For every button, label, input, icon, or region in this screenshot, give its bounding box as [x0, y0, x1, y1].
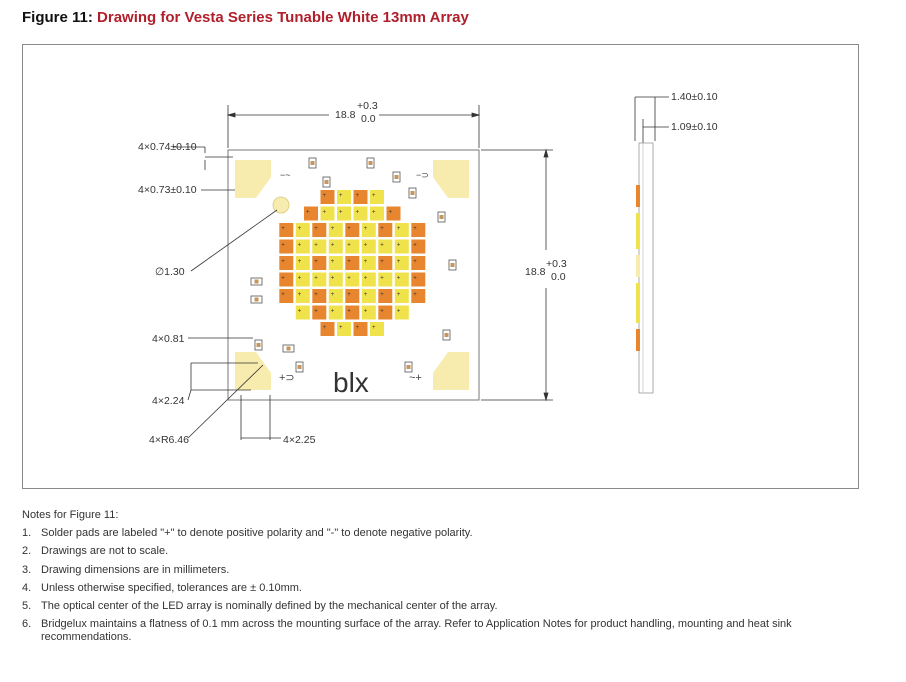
led-polarity-mark: + [413, 275, 417, 282]
width-upper-tol: +0.3 [357, 100, 378, 112]
led-polarity-mark: + [396, 226, 401, 232]
resistor-body [407, 365, 411, 369]
label-pad-a: 4×0.74±0.10 [138, 141, 197, 153]
led-polarity-mark: + [347, 242, 351, 249]
resistor-body [287, 347, 291, 351]
note-item [22, 600, 872, 613]
led-polarity-mark: + [380, 308, 384, 315]
led-polarity-mark: + [413, 292, 417, 298]
resistor-body [411, 191, 415, 195]
led-polarity-mark: + [363, 292, 368, 298]
led-polarity-mark: + [396, 242, 401, 249]
bridgelux-logo: blx [333, 367, 369, 398]
note-number: 3. [22, 563, 32, 576]
led-polarity-mark: + [297, 292, 302, 298]
resistor-body [440, 215, 444, 219]
led-polarity-mark: + [388, 209, 393, 216]
led-polarity-mark: + [355, 193, 360, 199]
mechanical-drawing [23, 45, 860, 490]
led-polarity-mark: + [347, 308, 351, 315]
led-polarity-mark: + [363, 242, 368, 249]
label-pad-d: 4×2.24 [152, 395, 185, 407]
side-led [636, 213, 640, 249]
led-polarity-mark: + [380, 292, 384, 298]
label-radius: 4×R6.46 [149, 434, 189, 446]
led-polarity-mark: + [297, 275, 302, 282]
note-number: 6. [22, 618, 32, 631]
label-pad-c: 4×0.81 [152, 333, 185, 345]
led-polarity-mark: + [372, 325, 376, 331]
width-lower-tol: 0.0 [361, 113, 376, 125]
note-number: 5. [22, 600, 32, 613]
note-item [22, 545, 872, 558]
led-polarity-mark: + [363, 226, 368, 232]
side-view [636, 143, 653, 393]
led-polarity-mark: + [330, 275, 335, 282]
note-item [22, 582, 872, 595]
label-pad-e: 4×2.25 [283, 434, 316, 446]
drawing-frame [22, 44, 859, 489]
led-polarity-mark: + [380, 242, 384, 249]
label-thickness-total: 1.40±0.10 [671, 91, 718, 103]
note-text: Solder pads are labeled "+" to denote positive polarity and "-" to denote negative polarity. [41, 527, 473, 539]
locating-hole [273, 197, 289, 213]
led-polarity-mark: + [363, 259, 368, 265]
led-polarity-mark: + [281, 259, 285, 265]
led-polarity-mark: + [363, 308, 368, 315]
led-polarity-mark: + [314, 292, 318, 298]
led-polarity-mark: + [314, 308, 318, 315]
notes-heading: Notes for Figure 11: [22, 509, 119, 521]
height-upper-tol: +0.3 [546, 258, 567, 270]
resistor-body [257, 343, 261, 347]
side-led [636, 185, 640, 207]
led-polarity-mark: + [322, 209, 327, 216]
led-polarity-mark: + [396, 275, 401, 282]
pad-mark-top-right: −⊃ [416, 170, 429, 180]
resistor-body [445, 333, 449, 337]
led-polarity-mark: + [380, 226, 384, 232]
note-number: 2. [22, 545, 32, 558]
led-polarity-mark: + [314, 259, 318, 265]
led-polarity-mark: + [330, 259, 335, 265]
led-polarity-mark: + [339, 325, 343, 331]
led-polarity-mark: + [297, 242, 302, 249]
resistor-body [451, 263, 455, 267]
note-text: Unless otherwise specified, tolerances are ± 0.10mm. [41, 581, 302, 594]
led-polarity-mark: + [396, 308, 401, 315]
side-led [636, 283, 640, 323]
led-polarity-mark: + [413, 259, 417, 265]
led-polarity-mark: + [347, 275, 351, 282]
led-polarity-mark: + [314, 275, 318, 282]
note-text: Bridgelux maintains a flatness of 0.1 mm across the mounting surface of the array. Refer to Application Notes for product handling, mounting and heat sink recommendations. [41, 618, 792, 644]
figure-notes [22, 509, 872, 650]
led-polarity-mark: + [297, 259, 302, 265]
led-polarity-mark: + [281, 292, 285, 298]
height-lower-tol: 0.0 [551, 271, 566, 283]
resistor-body [255, 298, 259, 302]
resistor-body [369, 161, 373, 165]
label-pad-b: 4×0.73±0.10 [138, 184, 197, 196]
note-text: Drawing dimensions are in millimeters. [41, 563, 230, 576]
led-polarity-mark: + [281, 242, 285, 249]
label-hole: ∅1.30 [155, 266, 185, 278]
resistor-body [311, 161, 315, 165]
led-polarity-mark: + [347, 259, 351, 265]
led-polarity-mark: + [297, 308, 302, 315]
note-number: 4. [22, 581, 32, 594]
led-polarity-mark: + [396, 292, 401, 298]
pad-mark-top-left: −~ [280, 170, 291, 180]
led-polarity-mark: + [297, 226, 302, 232]
led-polarity-mark: + [330, 308, 335, 315]
led-polarity-mark: + [322, 325, 327, 331]
note-item [22, 527, 872, 540]
led-polarity-mark: + [314, 226, 318, 232]
side-led [636, 255, 640, 277]
led-polarity-mark: + [380, 275, 384, 282]
note-text: The optical center of the LED array is nominally defined by the mechanical center of the array. [41, 600, 498, 613]
note-item [22, 618, 872, 644]
led-polarity-mark: + [330, 292, 335, 298]
led-polarity-mark: + [330, 226, 335, 232]
note-number: 1. [22, 527, 32, 539]
led-polarity-mark: + [355, 209, 360, 216]
resistor-body [325, 180, 329, 184]
led-polarity-mark: + [322, 193, 327, 199]
led-polarity-mark: + [281, 275, 285, 282]
led-polarity-mark: + [396, 259, 401, 265]
led-polarity-mark: + [330, 242, 335, 249]
led-polarity-mark: + [372, 193, 376, 199]
led-polarity-mark: + [339, 193, 343, 199]
resistor-body [255, 280, 259, 284]
led-polarity-mark: + [380, 259, 384, 265]
led-polarity-mark: + [413, 226, 417, 232]
note-text: Drawings are not to scale. [41, 545, 169, 558]
led-polarity-mark: + [347, 226, 351, 232]
led-polarity-mark: + [314, 242, 318, 249]
figure-name: Drawing for Vesta Series Tunable White 13mm Array [97, 9, 469, 26]
led-polarity-mark: + [281, 226, 285, 232]
led-polarity-mark: + [306, 209, 310, 216]
led-polarity-mark: + [355, 325, 360, 331]
led-polarity-mark: + [339, 209, 343, 216]
side-led [636, 329, 640, 351]
note-item [22, 564, 872, 577]
led-polarity-mark: + [347, 292, 351, 298]
pad-mark-bottom-left: +⊃ [279, 372, 295, 384]
label-thickness-board: 1.09±0.10 [671, 121, 718, 133]
resistor-body [395, 175, 399, 179]
width-nominal: 18.8 [335, 109, 356, 121]
height-nominal: 18.8 [525, 266, 546, 278]
figure-number: Figure 11: [22, 9, 93, 26]
led-polarity-mark: + [363, 275, 368, 282]
resistor-body [298, 365, 302, 369]
figure-title [22, 9, 469, 26]
pad-mark-bottom-right: ~+ [409, 372, 422, 384]
led-polarity-mark: + [413, 242, 417, 249]
side-view-board [639, 143, 653, 393]
led-polarity-mark: + [372, 209, 376, 216]
